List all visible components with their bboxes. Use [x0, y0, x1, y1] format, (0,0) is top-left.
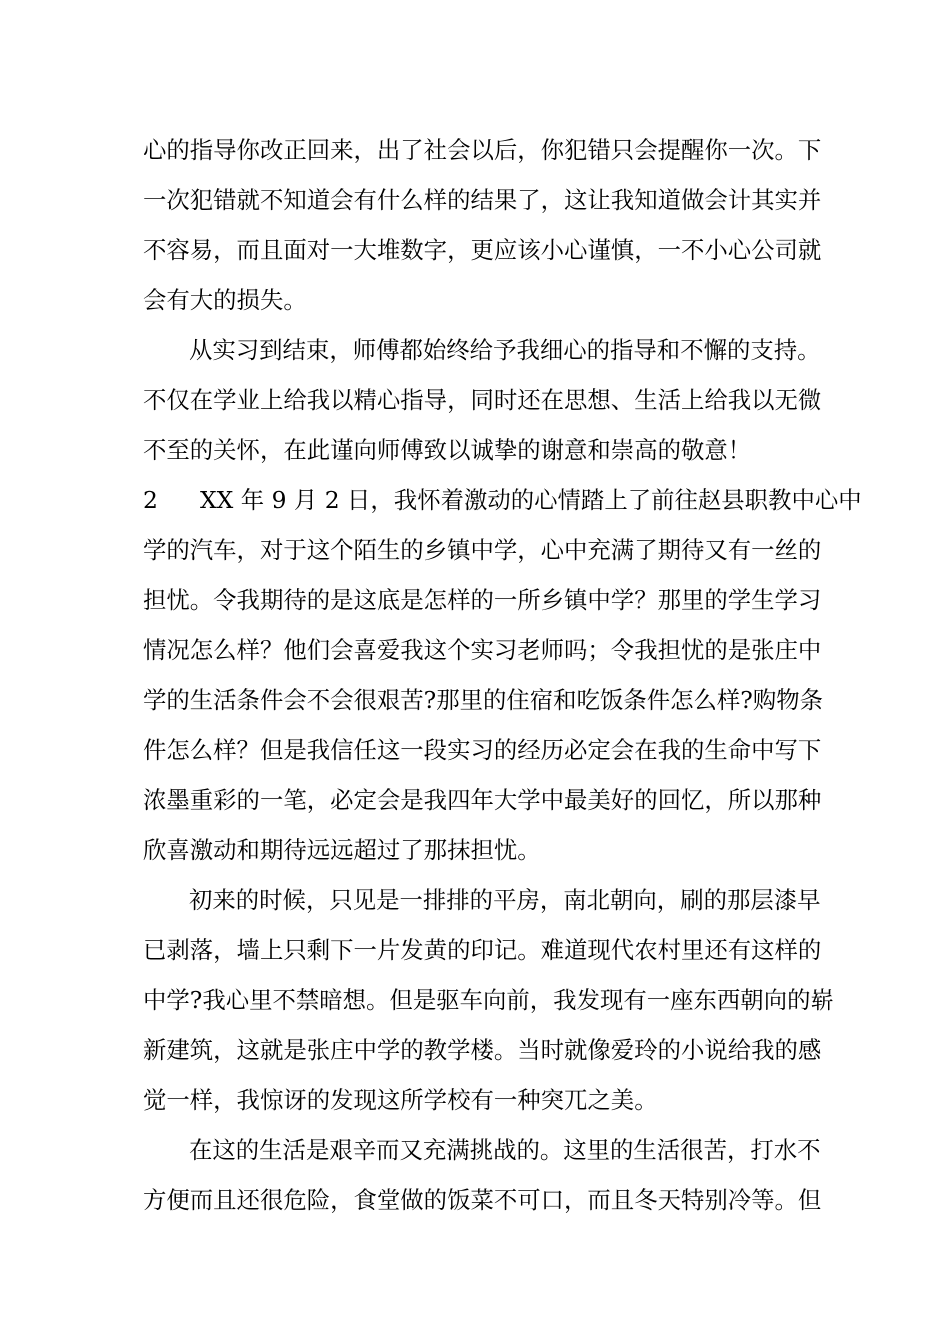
paragraph-4-line-3: 中学?我心里不禁暗想。但是驱车向前，我发现有一座东西朝向的崭 [143, 986, 834, 1014]
paragraph-4-line-1: 初来的时候，只见是一排排的平房，南北朝向，刷的那层漆早 [189, 886, 821, 914]
paragraph-4-line-2: 已剥落，墙上只剩下一片发黄的印记。难道现代农村里还有这样的 [143, 936, 822, 964]
paragraph-4-line-5: 觉一样，我惊讶的发现这所学校有一种突兀之美。 [143, 1086, 658, 1114]
paragraph-3-line-1: XX 年 9 月 2 日，我怀着激动的心情踏上了前往赵县职教中心中 [200, 486, 862, 514]
paragraph-2-line-3: 不至的关怀，在此谨向师傅致以诚挚的谢意和崇高的敬意！ [143, 436, 752, 464]
paragraph-1-line-1: 心的指导你改正回来，出了社会以后，你犯错只会提醒你一次。下 [143, 136, 822, 164]
paragraph-2-line-2: 不仅在学业上给我以精心指导，同时还在思想、生活上给我以无微 [143, 386, 822, 414]
paragraph-4-line-4: 新建筑，这就是张庄中学的教学楼。当时就像爱玲的小说给我的感 [143, 1036, 822, 1064]
paragraph-3-line-2: 学的汽车，对于这个陌生的乡镇中学，心中充满了期待又有一丝的 [143, 536, 822, 564]
paragraph-1-line-3: 不容易，而且面对一大堆数字，更应该小心谨慎，一不小心公司就 [143, 236, 822, 264]
paragraph-1-line-4: 会有大的损失。 [143, 286, 307, 314]
paragraph-1-line-2: 一次犯错就不知道会有什么样的结果了，这让我知道做会计其实并 [143, 186, 822, 214]
paragraph-3-line-3: 担忧。令我期待的是这底是怎样的一所乡镇中学？那里的学生学习 [143, 586, 822, 614]
paragraph-3-line-5: 学的生活条件会不会很艰苦?那里的住宿和吃饭条件怎么样?购物条 [143, 686, 824, 714]
paragraph-3-line-8: 欣喜激动和期待远远超过了那抹担忧。 [143, 836, 541, 864]
paragraph-2-line-1: 从实习到结束，师傅都始终给予我细心的指导和不懈的支持。 [189, 336, 821, 364]
paragraph-5-line-2: 方便而且还很危险，食堂做的饭菜不可口，而且冬天特别冷等。但 [143, 1186, 822, 1214]
paragraph-5-line-1: 在这的生活是艰辛而又充满挑战的。这里的生活很苦，打水不 [189, 1136, 821, 1164]
list-item-number: 2 [143, 486, 158, 514]
paragraph-3-line-4: 情况怎么样？他们会喜爱我这个实习老师吗；令我担忧的是张庄中 [143, 636, 822, 664]
paragraph-3-line-7: 浓墨重彩的一笔，必定会是我四年大学中最美好的回忆，所以那种 [143, 786, 822, 814]
paragraph-3-line-6: 件怎么样？但是我信任这一段实习的经历必定会在我的生命中写下 [143, 736, 822, 764]
